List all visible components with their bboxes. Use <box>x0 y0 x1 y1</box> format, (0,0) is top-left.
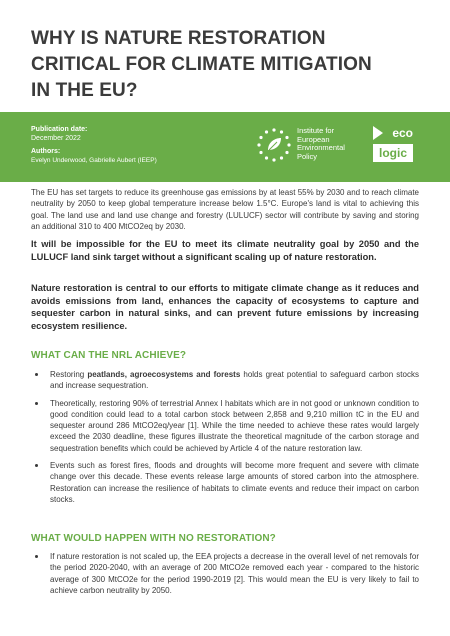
ieep-logo-line-4: Policy <box>297 151 318 161</box>
bullet-text: If nature restoration is not scaled up, the EEA projects a decrease in the overall level of net removals for the period 2020-2040, with an average of 200 MtCO2e removed each year - compared to the historic average of 300 MtCO2e for the period 1990-2019 [2]. This would mean the EU is very likely to fail to achieve carbon neutrality by 2050. <box>50 552 419 595</box>
ieep-logo-line-3: Environmental <box>297 143 345 152</box>
page-title <box>31 26 431 104</box>
ieep-logo-line-2: European <box>297 134 330 144</box>
bullet-text: Theoretically, restoring 90% of terrestrial Annex I habitats which are in not good or unknown condition to good condition could lead to a total carbon stock between 2,858 and 9,210 million tC in the EU and sequester around 286 MtCO2eq/year [1]. While the time needed to achieve these rates would largely exceed the 2030 deadline, these figures illustrate the theoretical magnitude of the carbon storage and sequestration benefits which could be achieved by Article 4 of the nature restoration law. <box>50 398 419 453</box>
bullet-text: holds great potential to safeguard carbon stocks and increase sequestration. <box>50 370 419 391</box>
bullet-icon <box>35 402 38 405</box>
title-line-3: IN THE EU? <box>31 80 138 101</box>
bullet-text: Restoring <box>50 370 88 379</box>
section-heading-no-restoration: WHAT WOULD HAPPEN WITH NO RESTORATION? <box>31 533 276 544</box>
section-heading-nrl: WHAT CAN THE NRL ACHIEVE? <box>31 350 187 361</box>
no-restoration-bullet-list <box>31 551 419 596</box>
authors-label: Authors: <box>31 148 61 155</box>
publication-date: December 2022 <box>31 135 81 142</box>
title-line-2: CRITICAL FOR CLIMATE MITIGATION <box>31 54 372 75</box>
list-item <box>31 398 419 454</box>
intro-paragraph: The EU has set targets to reduce its greenhouse gas emissions by at least 55% by 2030 and to reach climate neutrality by 2050 to keep global temperature increase below 1.5°C. Europe's land is vital to achieving this goal. The land use and land use change and forestry (LULUCF) sector will contribute by saving and storing an additional 310 to 400 MtCO2eq by 2030. <box>31 188 419 231</box>
bullet-strong-text: peatlands, agroecosystems and forests <box>87 370 241 379</box>
nrl-bullet-list <box>31 369 419 505</box>
ieep-logo-line-1: Institute for <box>297 126 335 135</box>
ieep-logo-text <box>297 127 345 161</box>
list-item <box>31 460 419 505</box>
bullet-text: Events such as forest fires, floods and droughts will become more frequent and severe with climate change over this decade. These events release large amounts of stored carbon into the atmosphere. Restoration can increase the resilience of habitats to climate events and reduce their impact on carbon stocks. <box>50 461 419 504</box>
list-item <box>31 369 419 392</box>
bullet-icon <box>35 464 38 467</box>
bullet-icon <box>35 555 38 558</box>
publication-date-label: Publication date: <box>31 126 88 133</box>
ieep-logo <box>255 126 365 166</box>
key-statement-2: Nature restoration is central to our efforts to mitigate climate change as it reduces and avoids emissions from land, enhances the capacity of ecosystems to capture and sequester carbon in natural sinks, and can prevent future emissions by increasing ecosystem resilience. <box>31 283 419 331</box>
eu-stars-icon <box>255 126 293 164</box>
list-item <box>31 551 419 596</box>
ecologic-logo-logic: logic <box>373 144 413 162</box>
ecologic-logo-eco: eco <box>392 126 413 140</box>
ecologic-logo <box>373 125 413 165</box>
key-statement-1: It will be impossible for the EU to meet its climate neutrality goal by 2050 and the LULUCF land sink target without a significant scaling up of nature restoration. <box>31 239 419 262</box>
header-band <box>0 112 450 182</box>
bullet-icon <box>35 373 38 376</box>
authors-names: Evelyn Underwood, Gabrielle Aubert (IEEP) <box>31 157 157 164</box>
title-line-1: WHY IS NATURE RESTORATION <box>31 28 326 49</box>
